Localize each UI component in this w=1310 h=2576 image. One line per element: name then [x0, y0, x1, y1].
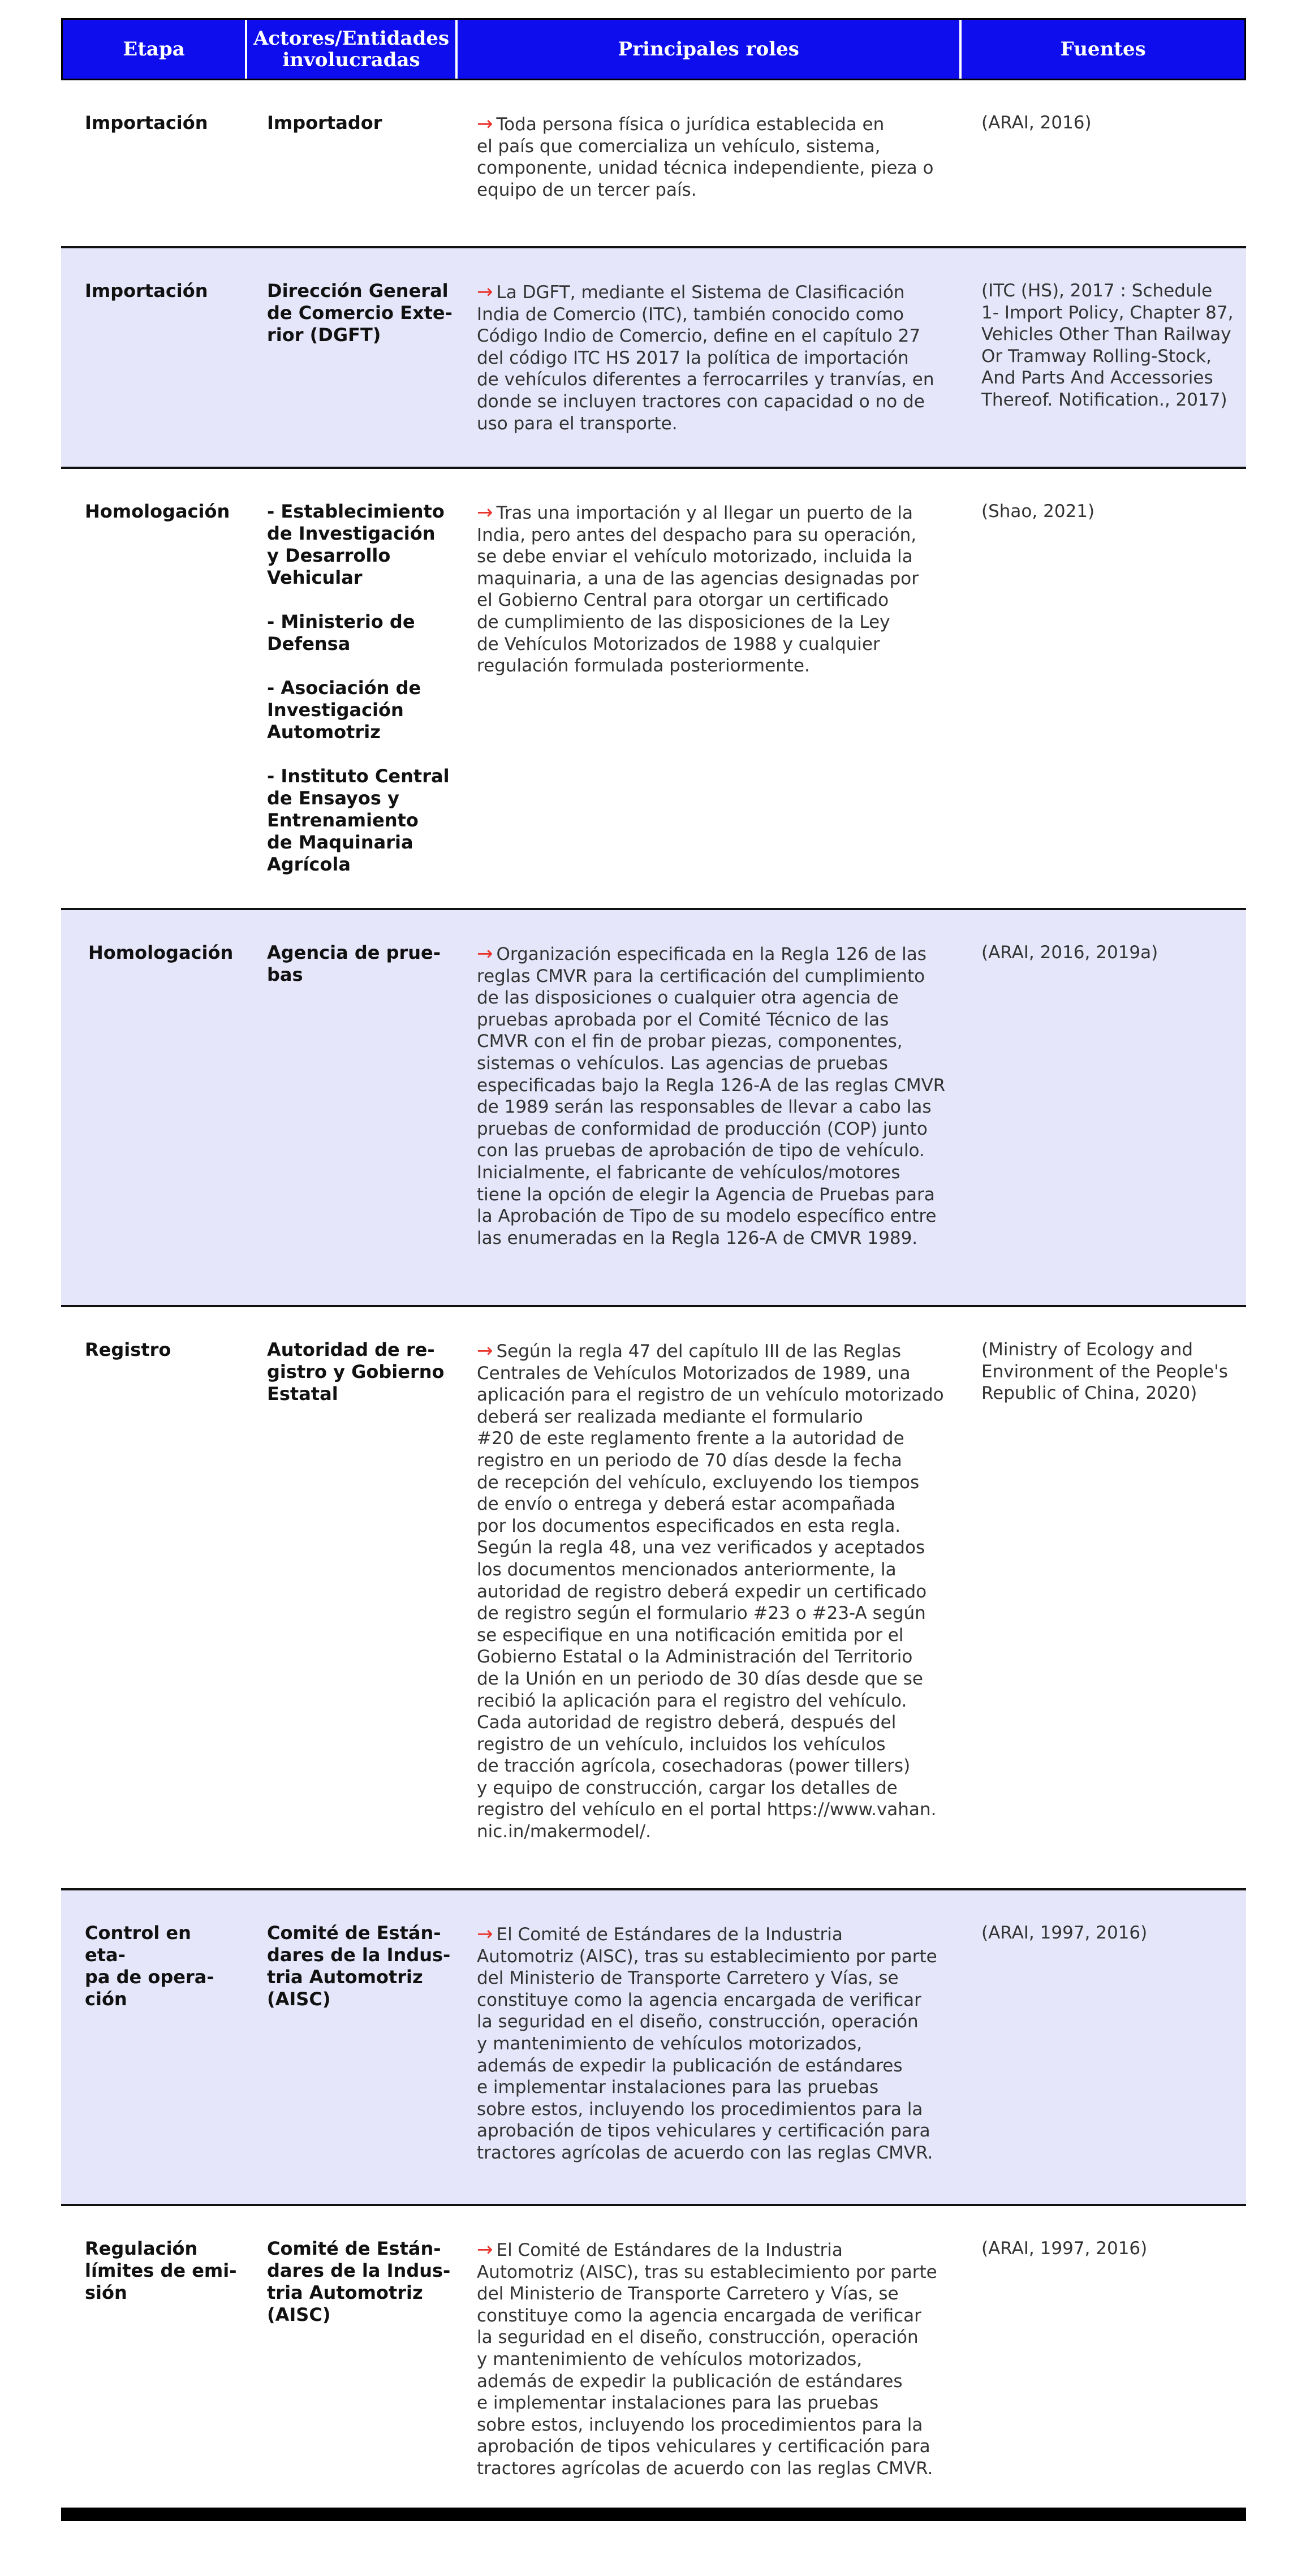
header-fuentes: Fuentes [959, 20, 1244, 79]
actor-cell: Comité de Están- dares de la Indus- tria Automotriz (AISC) [267, 1922, 451, 2010]
etapa-cell: Homologación [88, 942, 234, 963]
fuente-cell: (ARAI, 1997, 2016) [981, 1923, 1148, 1943]
rol-text: Según la regla 47 del capítulo III de las Reglas Centrales de Vehículos Motorizados de 1989, una aplicación para el registro de un vehículo motorizado deberá ser realizada mediante el formulario #20 de este reglamento frente a la autoridad de registro en un periodo de 70 días desde la fecha de recepción del vehículo, excluyendo los tiempos de envío o entrega y deberá estar acompañada por los documentos especificados en esta regla. Según la regla 48, una vez verificados y aceptados los documentos mencionados anteriormente, la autoridad de registro deberá expedir un certificado de registro según el formulario #23 o #23-A según se especifique en una notificación emitida por el Gobierno Estatal o la Administración del Territorio de la Unión en un periodo de 30 días desde que se recibió la aplicación para el registro del vehículo. Cada autoridad de registro deberá, después del registro de un vehículo, incluidos los vehículos de tracción agrícola, cosechadoras (power tillers) y equipo de construcción, cargar los detalles de registro del vehículo en el portal https://www.vahan. nic.in/makermodel/. [477, 1341, 944, 1842]
arrow-right-icon: → [477, 501, 493, 524]
table-row [61, 1890, 1246, 2206]
header-actores: Actores/Entidades involucradas [245, 20, 455, 79]
fuente-cell: (ITC (HS), 2017 : Schedule 1- Import Policy, Chapter 87, Vehicles Other Than Railway Or Tramway Rolling-Stock, And Parts And Accessories Thereof. Notification., 2017) [981, 281, 1234, 410]
etapa-cell: Control en eta- pa de opera- ción [85, 1922, 214, 2010]
actor-cell: Agencia de prue- bas [267, 942, 441, 985]
arrow-right-icon: → [477, 942, 493, 965]
actor-cell: Autoridad de re- gistro y Gobierno Estatal [267, 1339, 445, 1405]
actor-cell: Dirección General de Comercio Exte- rior (DGFT) [267, 280, 453, 346]
rol-text: Tras una importación y al llegar un puerto de la India, pero antes del despacho para su operación, se debe enviar el vehículo motorizado, incluida la maquinaria, a una de las agencias designadas por el Gobierno Central para otorgar un certificado de cumplimiento de las disposiciones de la Ley de Vehículos Motorizados de 1988 y cualquier regulación formulada posteriormente. [477, 503, 919, 677]
fuente-cell: (ARAI, 1997, 2016) [981, 2238, 1148, 2259]
rol-cell [477, 113, 963, 201]
fuente-cell: (ARAI, 2016, 2019a) [981, 942, 1158, 963]
rol-cell [477, 943, 963, 1249]
rol-cell [477, 1923, 963, 2164]
table-header [61, 18, 1246, 80]
table-row [61, 469, 1246, 910]
actor-cell: Importador [267, 112, 382, 133]
arrow-right-icon: → [477, 113, 493, 135]
rol-cell [477, 502, 963, 677]
actor-cell: Comité de Están- dares de la Indus- tria Automotriz (AISC) [267, 2238, 451, 2325]
etapa-cell: Regulación límites de emi- sión [85, 2238, 237, 2303]
fuente-cell: (Ministry of Ecology and Environment of the People's Republic of China, 2020) [981, 1339, 1228, 1404]
rol-cell [477, 1340, 963, 1843]
table-row [61, 248, 1246, 469]
arrow-right-icon: → [477, 2238, 493, 2261]
header-etapa: Etapa [123, 38, 185, 61]
rol-text: Organización especificada en la Regla 126 de las reglas CMVR para la certificación del cumplimiento de las disposiciones o cualquier otra agencia de pruebas aprobada por el Comité Técnico de las CMVR con el fin de probar piezas, componentes, sistemas o vehículos. Las agencias de pruebas especificadas bajo la Regla 126-A de las reglas CMVR de 1989 serán las responsables de llevar a cabo las pruebas de conformidad de producción (COP) junto con las pruebas de aprobación de tipo de vehículo. Inicialmente, el fabricante de vehículos/motores tiene la opción de elegir la Agencia de Pruebas para la Aprobación de Tipo de su modelo específico entre las enumeradas en la Regla 126-A de CMVR 1989. [477, 944, 946, 1248]
fuente-cell: (Shao, 2021) [981, 501, 1095, 522]
rol-cell [477, 2239, 963, 2480]
actor-cell: - Establecimiento de Investigación y Desarrollo Vehicular - Ministerio de Defensa - Asociación de Investigación Automotriz - Instituto Central de Ensayos y Entrenamiento de Maquinaria Agrícola [267, 501, 450, 875]
rol-text: La DGFT, mediante el Sistema de Clasificación India de Comercio (ITC), también conocido como Código Indio de Comercio, define en el capítulo 27 del código ITC HS 2017 la política de importación de vehículos diferentes a ferrocarriles y tranvías, en donde se incluyen tractores con capacidad o no de uso para el transporte. [477, 282, 934, 434]
rol-text: Toda persona física o jurídica establecida en el país que comercializa un vehículo, sistema, componente, unidad técnica independiente, pieza o equipo de un tercer país. [477, 114, 934, 200]
etapa-cell: Registro [85, 1339, 171, 1360]
table-row [61, 80, 1246, 248]
etapa-cell: Importación [85, 280, 208, 301]
header-roles: Principales roles [455, 20, 959, 79]
rol-cell [477, 281, 963, 434]
table-bottom-rule [61, 2508, 1246, 2521]
fuente-cell: (ARAI, 2016) [981, 113, 1092, 133]
etapa-cell: Importación [85, 112, 208, 133]
arrow-right-icon: → [477, 1339, 493, 1362]
table-row [61, 2206, 1246, 2500]
table-row [61, 1307, 1246, 1890]
rol-text: El Comité de Estándares de la Industria Automotriz (AISC), tras su establecimiento por parte del Ministerio de Transporte Carretero y Vías, se constituye como la agencia encargada de verificar la seguridad en el diseño, construcción, operación y mantenimiento de vehículos motorizados, además de expedir la publicación de estándares e implementar instalaciones para las pruebas sobre estos, incluyendo los procedimientos para la aprobación de tipos vehiculares y certificación para tractores agrícolas de acuerdo con las reglas CMVR. [477, 2240, 937, 2479]
rol-text: El Comité de Estándares de la Industria Automotriz (AISC), tras su establecimiento por parte del Ministerio de Transporte Carretero y Vías, se constituye como la agencia encargada de verificar la seguridad en el diseño, construcción, operación y mantenimiento de vehículos motorizados, además de expedir la publicación de estándares e implementar instalaciones para las pruebas sobre estos, incluyendo los procedimientos para la aprobación de tipos vehiculares y certificación para tractores agrícolas de acuerdo con las reglas CMVR. [477, 1924, 937, 2163]
arrow-right-icon: → [477, 281, 493, 303]
table-row [61, 910, 1246, 1307]
arrow-right-icon: → [477, 1923, 493, 1945]
etapa-cell: Homologación [85, 501, 230, 522]
roles-table [61, 18, 1246, 2479]
